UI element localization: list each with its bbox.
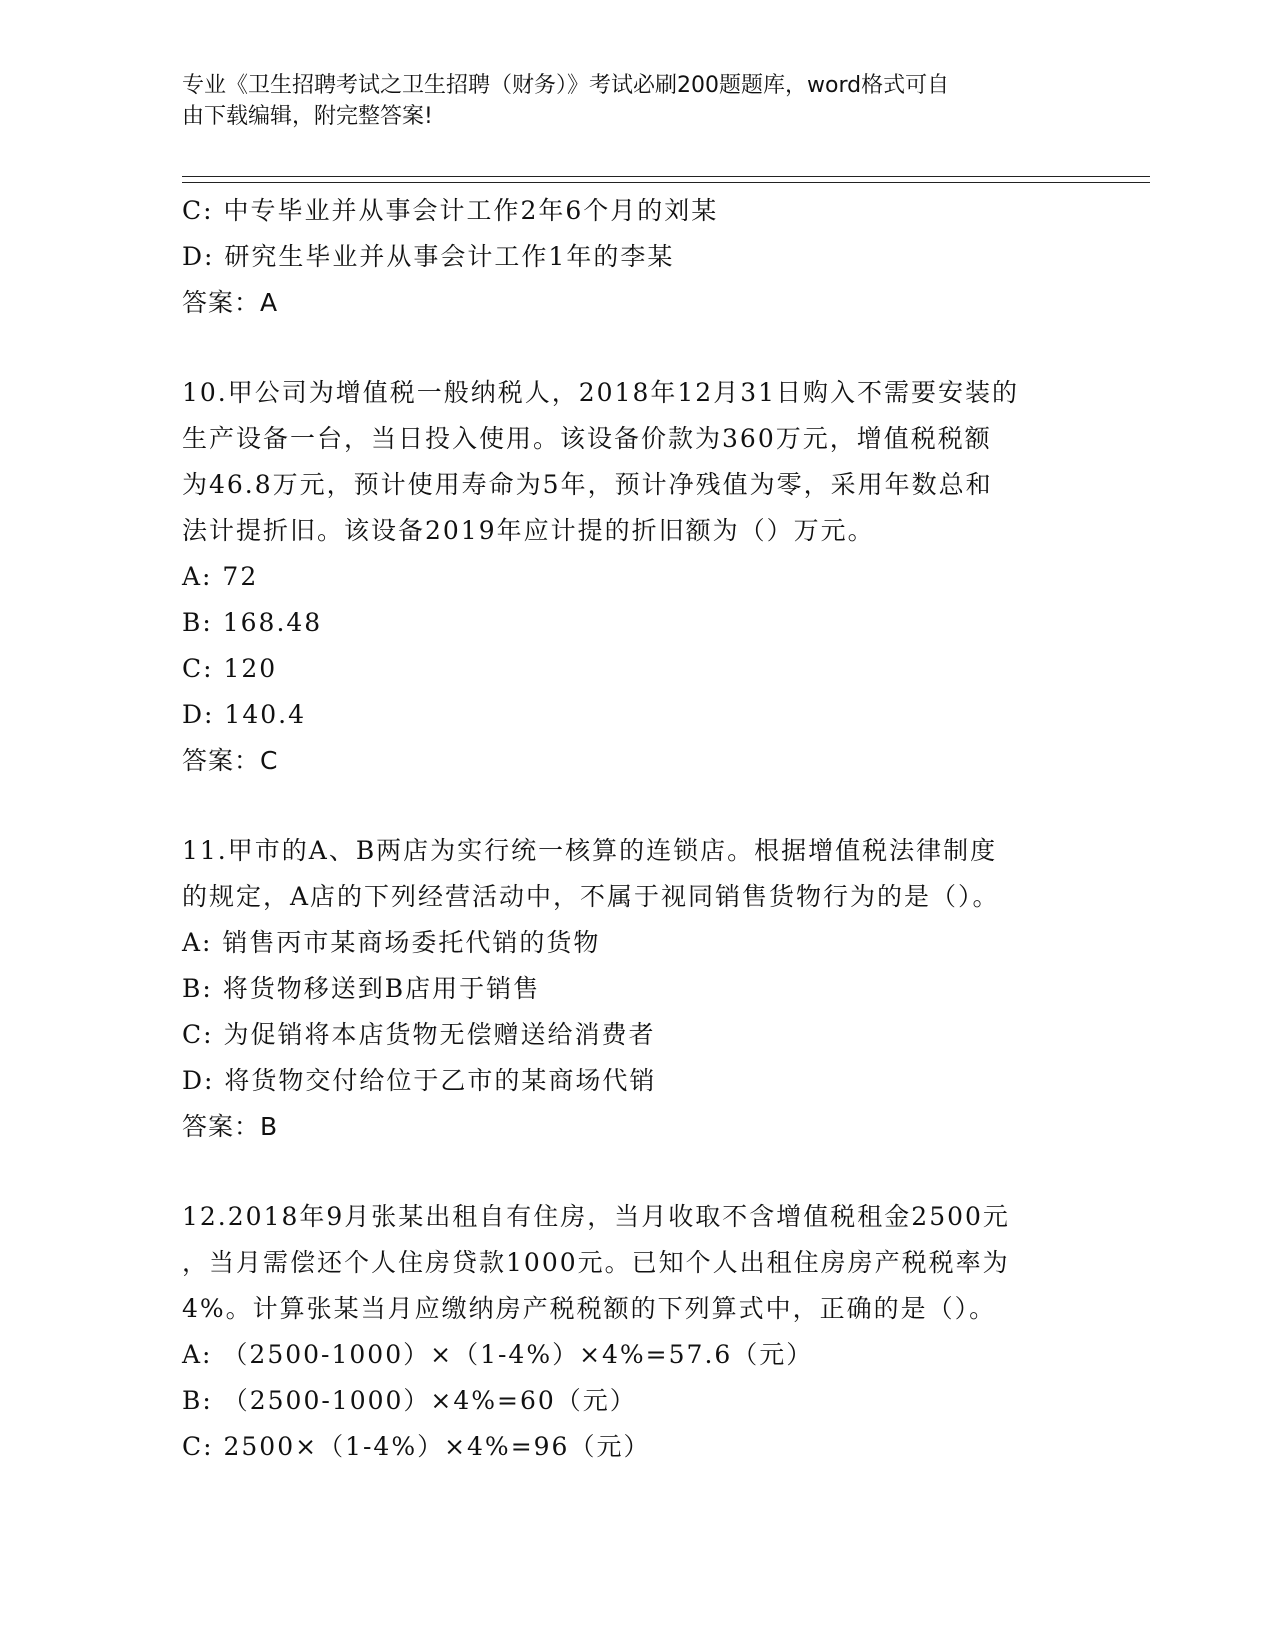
question-text-line: 法计提折旧。该设备2019年应计提的折旧额为（）万元。 — [182, 516, 875, 545]
question-text-line: 4%。计算张某当月应缴纳房产税税额的下列算式中，正确的是（）。 — [182, 1294, 997, 1323]
question-text-line: 10.甲公司为增值税一般纳税人，2018年12月31日购入不需要安装的 — [182, 378, 1020, 407]
header-divider-bottom — [182, 182, 1150, 183]
question-text-line: 11.甲市的A、B两店为实行统一核算的连锁店。根据增值税法律制度 — [182, 836, 998, 865]
option-b: B: （2500-1000）×4%=60（元） — [182, 1386, 637, 1415]
question-text-line: 的规定，A店的下列经营活动中，不属于视同销售货物行为的是（）。 — [182, 882, 1000, 911]
header-line-2: 由下载编辑，附完整答案! — [182, 104, 433, 129]
header-divider-top — [182, 176, 1150, 177]
option-a: A: （2500-1000）×（1-4%）×4%=57.6（元） — [182, 1340, 814, 1369]
option-c: C: 120 — [182, 654, 278, 683]
header-line-1: 专业《卫生招聘考试之卫生招聘（财务）》考试必刷200题题库，word格式可自 — [182, 73, 950, 98]
answer-line: 答案：A — [182, 288, 279, 317]
question-text-line: 12.2018年9月张某出租自有住房，当月收取不含增值税租金2500元 — [182, 1202, 1010, 1231]
answer-line: 答案：B — [182, 1112, 279, 1141]
spacer — [182, 1150, 1082, 1194]
question-text-line: 为46.8万元，预计使用寿命为5年，预计净残值为零，采用年数总和 — [182, 470, 993, 499]
question-10 — [182, 370, 1082, 784]
option-d: D: 将货物交付给位于乙市的某商场代销 — [182, 1066, 657, 1095]
spacer — [182, 784, 1082, 828]
question-9-tail — [182, 188, 1082, 326]
option-a: A: 72 — [182, 562, 259, 591]
question-12 — [182, 1194, 1082, 1470]
option-b: B: 将货物移送到B店用于销售 — [182, 974, 541, 1003]
spacer — [182, 326, 1082, 370]
question-text-line: ，当月需偿还个人住房贷款1000元。已知个人出租住房房产税税率为 — [182, 1248, 1010, 1277]
document-body — [182, 188, 1082, 1470]
option-b: B: 168.48 — [182, 608, 323, 637]
answer-line: 答案：C — [182, 746, 279, 775]
option-d: D: 140.4 — [182, 700, 306, 729]
option-d: D: 研究生毕业并从事会计工作1年的李某 — [182, 242, 675, 271]
question-text-line: 生产设备一台，当日投入使用。该设备价款为360万元，增值税税额 — [182, 424, 992, 453]
option-c: C: 2500×（1-4%）×4%=96（元） — [182, 1432, 651, 1461]
option-c: C: 为促销将本店货物无偿赠送给消费者 — [182, 1020, 656, 1049]
option-a: A: 销售丙市某商场委托代销的货物 — [182, 928, 601, 957]
document-header — [182, 70, 1062, 132]
question-11 — [182, 828, 1082, 1150]
option-c: C: 中专毕业并从事会计工作2年6个月的刘某 — [182, 196, 719, 225]
